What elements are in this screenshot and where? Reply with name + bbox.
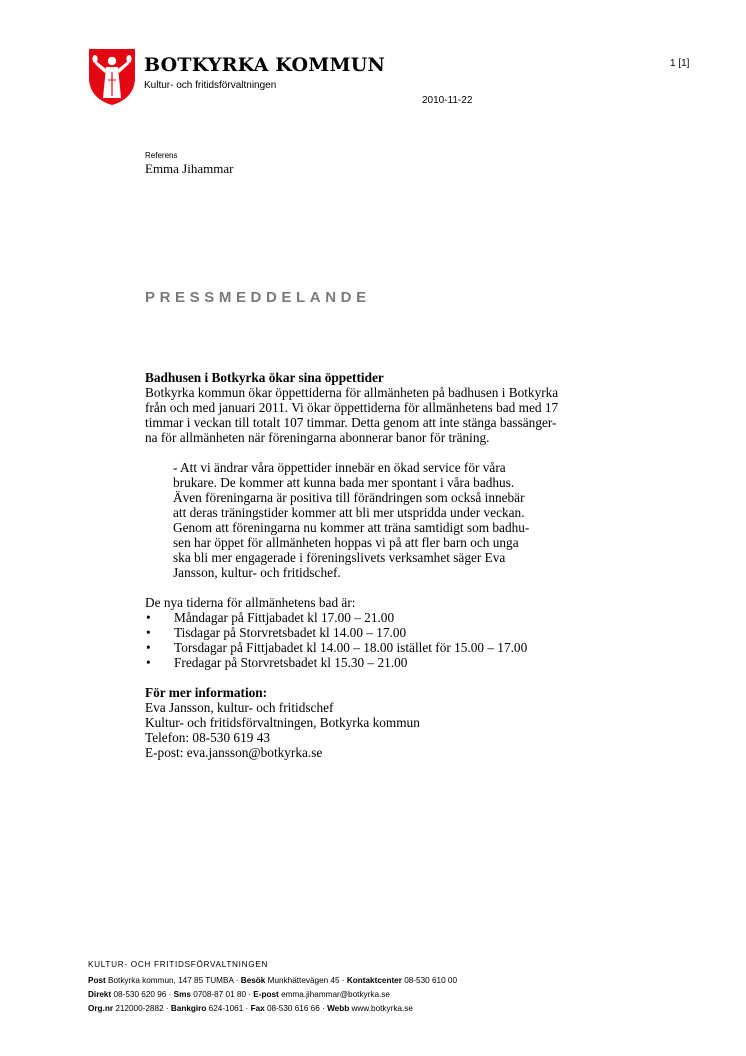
bullet: • — [146, 655, 151, 670]
time-entry: Torsdagar på Fittjabadet kl 14.00 – 18.00 istället för 15.00 – 17.00 — [174, 640, 528, 655]
footer-line-3 — [88, 1002, 457, 1016]
department-name: Kultur- och fritidsförvaltningen — [144, 80, 277, 91]
separator: · — [165, 1004, 169, 1013]
time-entry: Måndagar på Fittjabadet kl 17.00 – 21.00 — [174, 610, 395, 625]
footer-label: E-post — [253, 990, 279, 999]
separator: · — [245, 1004, 249, 1013]
footer-line-2 — [88, 988, 457, 1002]
separator: · — [168, 990, 172, 999]
footer-value: www.botkyrka.se — [351, 1004, 413, 1013]
document-date: 2010-11-22 — [422, 95, 473, 106]
footer-value: 08-530 610 00 — [404, 976, 458, 985]
footer-label: Sms — [173, 990, 191, 999]
footer — [88, 958, 457, 1016]
footer-value: Munkhättevägen 45 — [267, 976, 340, 985]
footer-value: 624-1061 — [208, 1004, 244, 1013]
quote-line: att deras träningstider kommer att bli mer utspridda under veckan. — [173, 505, 525, 520]
reference-name: Emma Jihammar — [145, 161, 234, 176]
intro-line: Botkyrka kommun ökar öppettiderna för allmänheten på badhusen i Botkyrka — [145, 385, 559, 400]
quote-line: ska bli mer engagerade i föreningslivets verksamhet säger Eva — [173, 550, 506, 565]
article-heading: Badhusen i Botkyrka ökar sina öppettider — [145, 370, 384, 385]
bullet: • — [146, 625, 151, 640]
list-item — [145, 625, 615, 640]
footer-value: 08-530 620 96 — [113, 990, 167, 999]
reference-label: Referens — [145, 151, 178, 160]
quote-line: - Att vi ändrar våra öppettider innebär en ökad service för våra — [173, 460, 506, 475]
separator: · — [341, 976, 345, 985]
footer-label: Fax — [250, 1004, 265, 1013]
footer-value: Botkyrka kommun, 147 85 TUMBA — [108, 976, 234, 985]
bullet: • — [146, 640, 151, 655]
org-name: BOTKYRKA KOMMUN — [144, 54, 386, 76]
quote-line: Genom att föreningarna nu kommer att träna samtidigt som badhu- — [173, 520, 530, 535]
intro-line: na för allmänheten när föreningarna abonnerar banor för träning. — [145, 430, 490, 445]
page-title: PRESSMEDDELANDE — [145, 289, 371, 306]
quote-line: sen har öppet för allmänheten hoppas vi på att fler barn och unga — [173, 535, 519, 550]
footer-title: KULTUR- OCH FRITIDSFÖRVALTNINGEN — [88, 960, 269, 969]
botkyrka-logo-icon — [88, 48, 136, 106]
footer-label: Post — [88, 976, 106, 985]
footer-value: emma.jihammar@botkyrka.se — [281, 990, 390, 999]
quote-line: Jansson, kultur- och fritidschef. — [173, 565, 341, 580]
contact-line: Eva Jansson, kultur- och fritidschef — [145, 700, 334, 715]
list-item — [145, 640, 615, 655]
separator: · — [235, 976, 239, 985]
footer-value: 212000-2882 — [115, 1004, 164, 1013]
intro-line: från och med januari 2011. Vi ökar öppettiderna för allmänhetens bad med 17 — [145, 400, 559, 415]
footer-label: Direkt — [88, 990, 112, 999]
contact-line: Kultur- och fritidsförvaltningen, Botkyrka kommun — [145, 715, 420, 730]
more-info-heading: För mer information: — [145, 685, 268, 700]
footer-value: 08-530 616 66 — [266, 1004, 320, 1013]
footer-label: Bankgiro — [170, 1004, 207, 1013]
footer-label: Org.nr — [88, 1004, 114, 1013]
separator: · — [248, 990, 252, 999]
contact-email: E-post: eva.jansson@botkyrka.se — [145, 745, 323, 760]
quote-line: brukare. De kommer att kunna bada mer spontant i våra badhus. — [173, 475, 515, 490]
bullet: • — [146, 610, 151, 625]
quote-line: Även föreningarna är positiva till förändringen som också innebär — [173, 490, 525, 505]
footer-label: Besök — [240, 976, 266, 985]
footer-label: Kontaktcenter — [346, 976, 402, 985]
separator: · — [322, 1004, 325, 1013]
footer-value: 0708-87 01 80 — [193, 990, 246, 999]
intro-line: timmar i veckan till totalt 107 timmar. Detta genom att inte stänga bassänger- — [145, 415, 557, 430]
page-number: 1 [1] — [670, 58, 690, 69]
time-entry: Tisdagar på Storvretsbadet kl 14.00 – 17.00 — [174, 625, 407, 640]
list-item — [145, 655, 615, 670]
times-intro: De nya tiderna för allmänhetens bad är: — [145, 595, 356, 610]
list-item — [145, 610, 615, 625]
article-body — [145, 370, 615, 760]
footer-label: Webb — [327, 1004, 350, 1013]
contact-line: Telefon: 08-530 619 43 — [145, 730, 270, 745]
times-list — [145, 610, 615, 670]
time-entry: Fredagar på Storvretsbadet kl 15.30 – 21.00 — [174, 655, 408, 670]
footer-line-1 — [88, 974, 457, 988]
